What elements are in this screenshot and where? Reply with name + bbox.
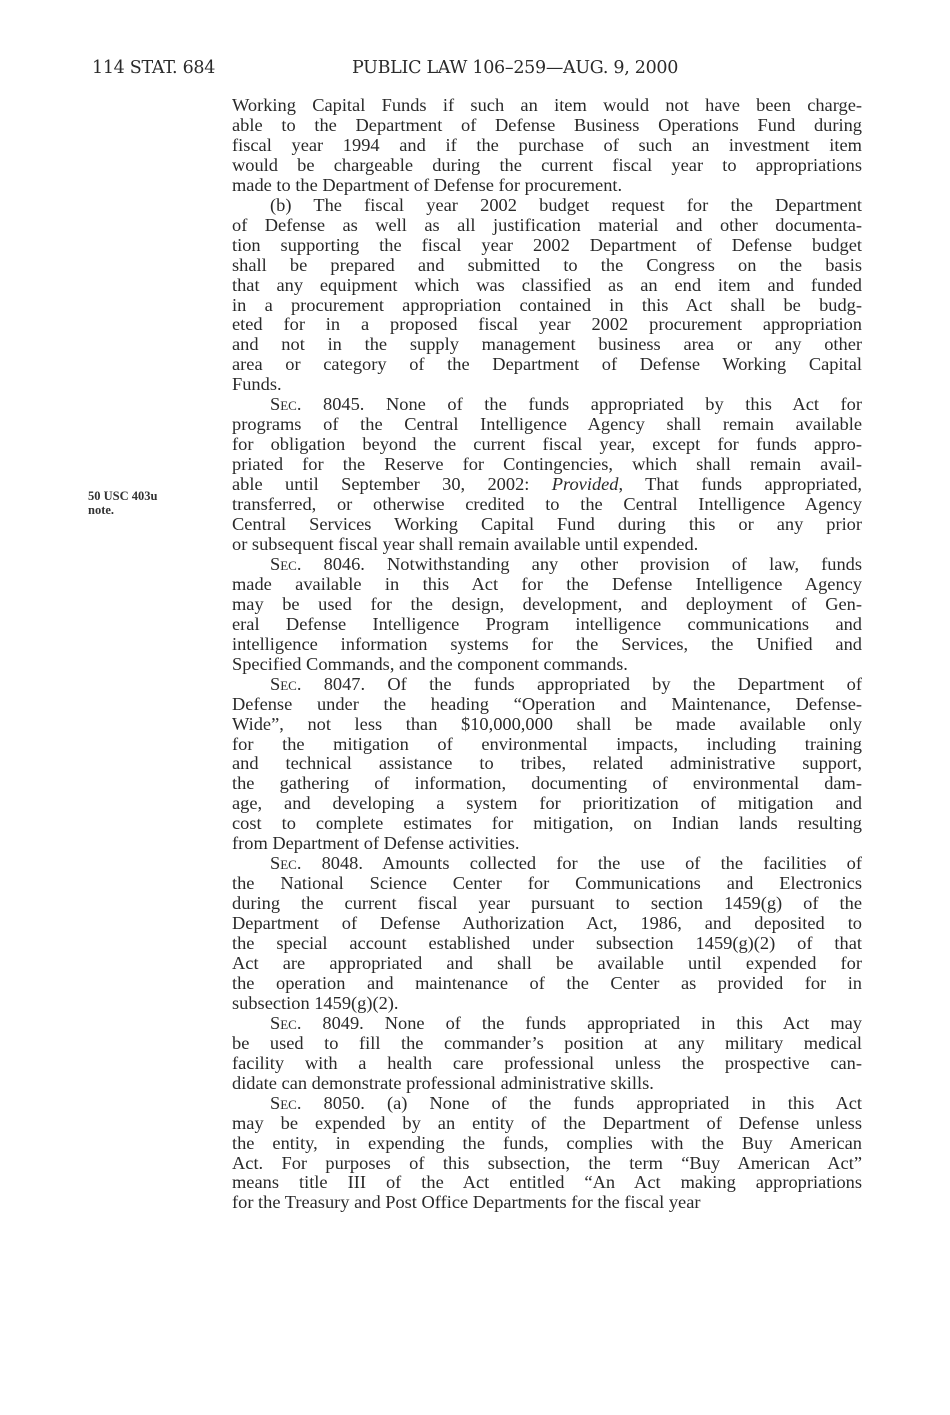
margin-note-citation: 50 USC 403u [88, 489, 158, 503]
text-line: Wide”, not less than $10,000,000 shall be made available only [232, 713, 862, 734]
text-line: Act. For purposes of this subsection, the term “Buy American Act” [232, 1152, 862, 1173]
text-line: Sec. 8046. Notwithstanding any other provision of law, funds [270, 553, 863, 574]
text-line: priated for the Reserve for Contingencies, which shall remain avail- [232, 454, 862, 475]
text-line: able to the Department of Defense Business Operations Fund during [232, 114, 862, 135]
text-line: Sec. 8050. (a) None of the funds appropriated in this Act [270, 1092, 863, 1113]
text-line: Sec. 8045. None of the funds appropriated by this Act for [270, 394, 862, 415]
text-line: Specified Commands, and the component commands. [232, 653, 628, 674]
text-line: and technical assistance to tribes, related administrative support, [232, 753, 862, 774]
text-line: shall be prepared and submitted to the Congress on the basis [232, 254, 862, 275]
section-8045 [232, 395, 862, 555]
text-line: from Department of Defense activities. [232, 833, 520, 854]
text-line: facility with a health care professional unless the prospective can- [232, 1052, 862, 1073]
text-line: Working Capital Funds if such an item would not have been charge- [232, 95, 862, 115]
section-8047 [232, 675, 862, 855]
text-line: subsection 1459(g)(2). [232, 992, 399, 1013]
text-line: intelligence information systems for the Services, the Unified and [232, 633, 862, 654]
text-line: cost to complete estimates for mitigation, on Indian lands resulting [232, 813, 862, 834]
text-line: Department of Defense Authorization Act, 1986, and deposited to [232, 913, 862, 934]
text-line: the operation and maintenance of the Center as provided for in [232, 972, 862, 993]
text-line: transferred, or otherwise credited to the Central Intelligence Agency [232, 494, 862, 515]
text-line: may be expended by an entity of the Department of Defense unless [232, 1112, 862, 1133]
margin-note-suffix: note. [88, 503, 115, 517]
section-number: Sec. 8046. [270, 553, 365, 574]
text-line: made available in this Act for the Defense Intelligence Agency [232, 573, 862, 594]
text-line: the entity, in expending the funds, complies with the Buy American [232, 1132, 862, 1153]
text-line: Act are appropriated and shall be available until expended for [232, 952, 862, 973]
margin-note [88, 489, 198, 517]
text-line: area or category of the Department of Defense Working Capital [232, 354, 862, 375]
paragraph [232, 96, 862, 196]
text-line: programs of the Central Intelligence Agency shall remain available [232, 414, 862, 435]
section-number: Sec. 8049. [270, 1012, 364, 1033]
text-line: the National Science Center for Communications and Electronics [232, 873, 862, 894]
text-line: for the mitigation of environmental impacts, including training [232, 733, 862, 754]
section-number: Sec. 8048. [270, 853, 363, 874]
text-line: tion supporting the fiscal year 2002 Department of Defense budget [232, 234, 862, 255]
text-line: in a procurement appropriation contained in this Act shall be budg- [232, 294, 862, 315]
text-line: didate can demonstrate professional administrative skills. [232, 1072, 654, 1093]
text-line: during the current fiscal year pursuant to section 1459(g) of the [232, 893, 862, 914]
text-line: the gathering of information, documenting of environmental dam- [232, 773, 862, 794]
text-line: Defense under the heading “Operation and Maintenance, Defense- [232, 693, 862, 714]
text-line: age, and developing a system for prioritization of mitigation and [232, 793, 862, 814]
section-8049 [232, 1014, 862, 1094]
text-line: and not in the supply management business area or any other [232, 334, 862, 355]
text-line: Central Services Working Capital Fund during this or any prior [232, 514, 862, 535]
section-8050 [232, 1094, 862, 1214]
text-line: of Defense as well as all justification material and other documenta- [232, 214, 862, 235]
text-line: (b) The fiscal year 2002 budget request for the Department [270, 194, 862, 215]
section-8046 [232, 555, 862, 675]
section-number: Sec. 8047. [270, 673, 366, 694]
text-line: eted for in a proposed fiscal year 2002 procurement appropriation [232, 314, 862, 335]
text-line: Sec. 8047. Of the funds appropriated by the Department of [270, 673, 862, 694]
text-line: the special account established under subsection 1459(g)(2) of that [232, 933, 862, 954]
text-line: eral Defense Intelligence Program intelligence communications and [232, 613, 862, 634]
text-line: means title III of the Act entitled “An Act making appropriations [232, 1172, 862, 1193]
section-number: Sec. 8045. [270, 394, 365, 415]
text-line: would be chargeable during the current fiscal year to appropriations [232, 154, 862, 175]
body-text-column [232, 96, 862, 1213]
italic-term: Provided [551, 474, 619, 495]
text-line: made to the Department of Defense for procurement. [232, 174, 623, 195]
section-8048 [232, 854, 862, 1014]
paragraph [232, 196, 862, 396]
section-number: Sec. 8050. [270, 1092, 365, 1113]
text-line: fiscal year 1994 and if the purchase of such an investment item [232, 134, 862, 155]
text-line: Funds. [232, 374, 282, 395]
running-title: PUBLIC LAW 106–259—AUG. 9, 2000 [352, 58, 679, 78]
text-line: able until September 30, 2002: Provided, That funds appropriated, [232, 474, 862, 495]
text-line: or subsequent fiscal year shall remain available until expended. [232, 533, 699, 554]
text-line: for obligation beyond the current fiscal year, except for funds appro- [232, 434, 862, 455]
text-line: that any equipment which was classified as an end item and funded [232, 274, 862, 295]
page-reference: 114 STAT. 684 [92, 58, 216, 78]
text-line: Sec. 8048. Amounts collected for the use of the facilities of [270, 853, 862, 874]
text-line: for the Treasury and Post Office Departments for the fiscal year [232, 1192, 701, 1213]
text-line: be used to fill the commander’s position at any military medical [232, 1032, 862, 1053]
text-line: may be used for the design, development, and deployment of Gen- [232, 593, 862, 614]
page-header [0, 58, 950, 82]
text-line: Sec. 8049. None of the funds appropriated in this Act may [270, 1012, 862, 1033]
